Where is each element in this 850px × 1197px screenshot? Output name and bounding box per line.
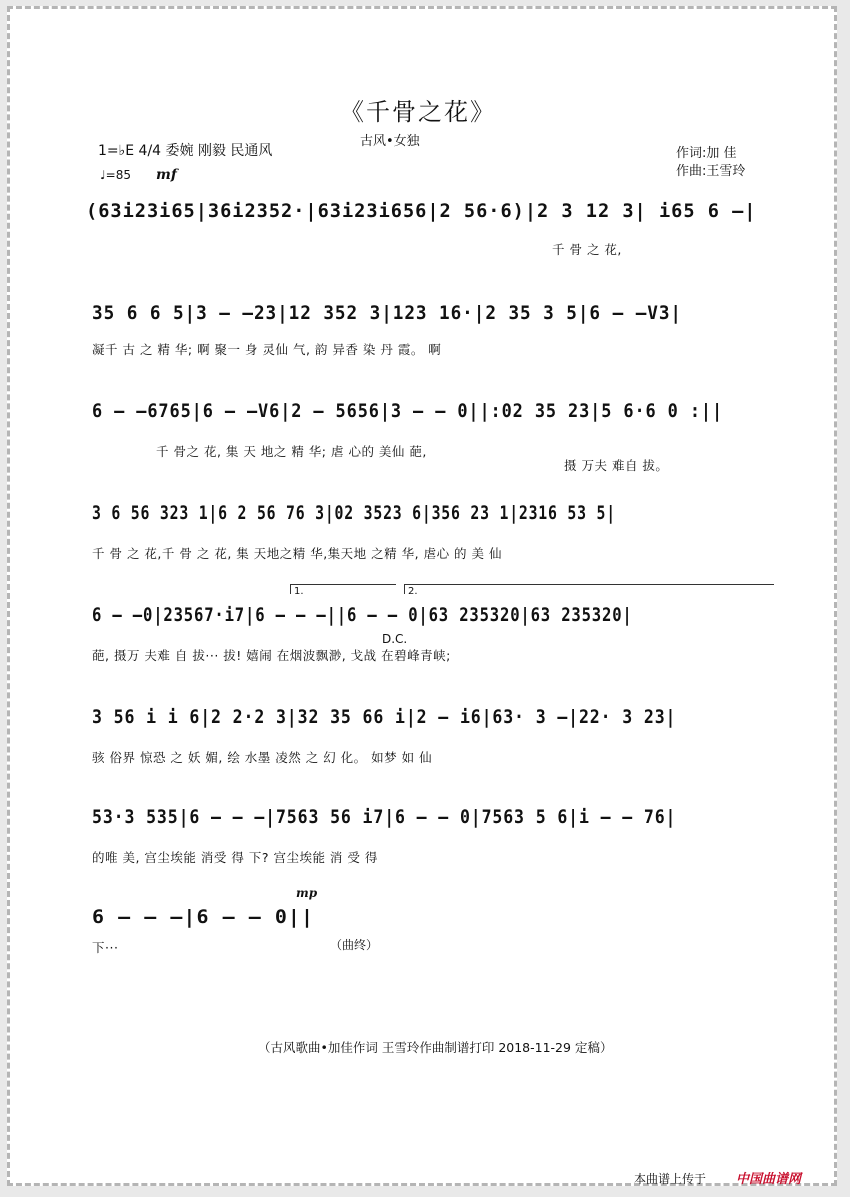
notation-line: 35 6 6 5|3 – –23|12 352 3|123 16·|2 35 3 5|6 – –V3| xyxy=(92,302,682,324)
notation-line: 53·3 535|6 – – –|7563 56 i7|6 – – 0|7563 5 6|i – – 76| xyxy=(92,806,677,828)
notation-line: (63i23i65|36i2352·|63i23i656|2 56·6)|2 3 12 3| i65 6 –| xyxy=(86,200,757,222)
lyric-line: 千 骨之 花, 集 天 地之 精 华; 虐 心的 美仙 葩, xyxy=(156,444,427,459)
volta-2-label: 2. xyxy=(408,586,418,597)
notation-line: 6 – –6765|6 – –V6|2 – 5656|3 – – 0||:02 35 23|5 6·6 0 :|| xyxy=(92,400,724,422)
lyric-line: 骇 俗界 惊恐 之 妖 媚, 绘 水墨 凌然 之 幻 化。 如梦 如 仙 xyxy=(92,750,433,765)
volta-bracket-1 xyxy=(290,584,396,585)
lyric-line: 千 骨 之 花,千 骨 之 花, 集 天地之精 华,集天地 之精 华, 虐心 的 美 仙 xyxy=(92,546,502,561)
notation-line: 3 6 56 323 1|6 2 56 76 3|02 3523 6|356 23 1|2316 53 5| xyxy=(92,502,616,524)
lyric-line: 下··· xyxy=(92,940,119,955)
lyric-line: 的唯 美, 宫尘埃能 消受 得 下? 宫尘埃能 消 受 得 xyxy=(92,850,378,865)
lyric-line: 凝千 古 之 精 华; 啊 聚一 身 灵仙 气, 韵 异香 染 丹 霞。 啊 xyxy=(92,342,442,357)
notation-line: 3 56 i i 6|2 2·2 3|32 35 66 i|2 – i6|63· 3 –|22· 3 23| xyxy=(92,706,677,728)
notation-line: 6 – –0|23567·i7|6 – – –||6 – – 0|63 235320|63 235320| xyxy=(92,604,633,626)
lyric-line-second: 摄 万夫 难自 拔。 xyxy=(564,458,669,473)
score-sheet xyxy=(7,6,837,1186)
song-title: 《千骨之花》 xyxy=(340,98,496,126)
composer-credit: 作曲:王雪玲 xyxy=(676,164,746,179)
lyricist-credit: 作词:加 佳 xyxy=(676,146,737,161)
song-subtitle: 古风•女独 xyxy=(360,134,420,149)
end-mark: （曲终） xyxy=(330,938,379,952)
volta-bracket-2 xyxy=(404,584,774,585)
dynamic-mp: mp xyxy=(296,886,318,900)
footer-note: （古风歌曲•加佳作词 王雪玲作曲制谱打印 2018-11-29 定稿） xyxy=(258,1040,613,1055)
volta-bracket-1-edge xyxy=(290,584,291,594)
dynamic-mf: mf xyxy=(156,167,177,183)
tempo-marking: ♩=85 xyxy=(100,168,131,182)
key-signature: 1=♭E 4/4 委婉 刚毅 民通风 xyxy=(98,143,273,159)
upload-note: 本曲谱上传于 xyxy=(634,1172,707,1186)
lyric-line: 千 骨 之 花, xyxy=(552,242,622,257)
site-logo: 中国曲谱网 xyxy=(736,1172,802,1187)
volta-1-label: 1. xyxy=(294,586,304,597)
volta-bracket-2-edge xyxy=(404,584,405,594)
lyric-line: 葩, 摄万 夫难 自 拔··· 拔! 嬉闹 在烟波飘渺, 戈战 在碧峰青峡; xyxy=(92,648,451,663)
notation-line: 6 – – –|6 – – 0|| xyxy=(92,906,315,928)
dc-marking: D.C. xyxy=(382,632,408,646)
